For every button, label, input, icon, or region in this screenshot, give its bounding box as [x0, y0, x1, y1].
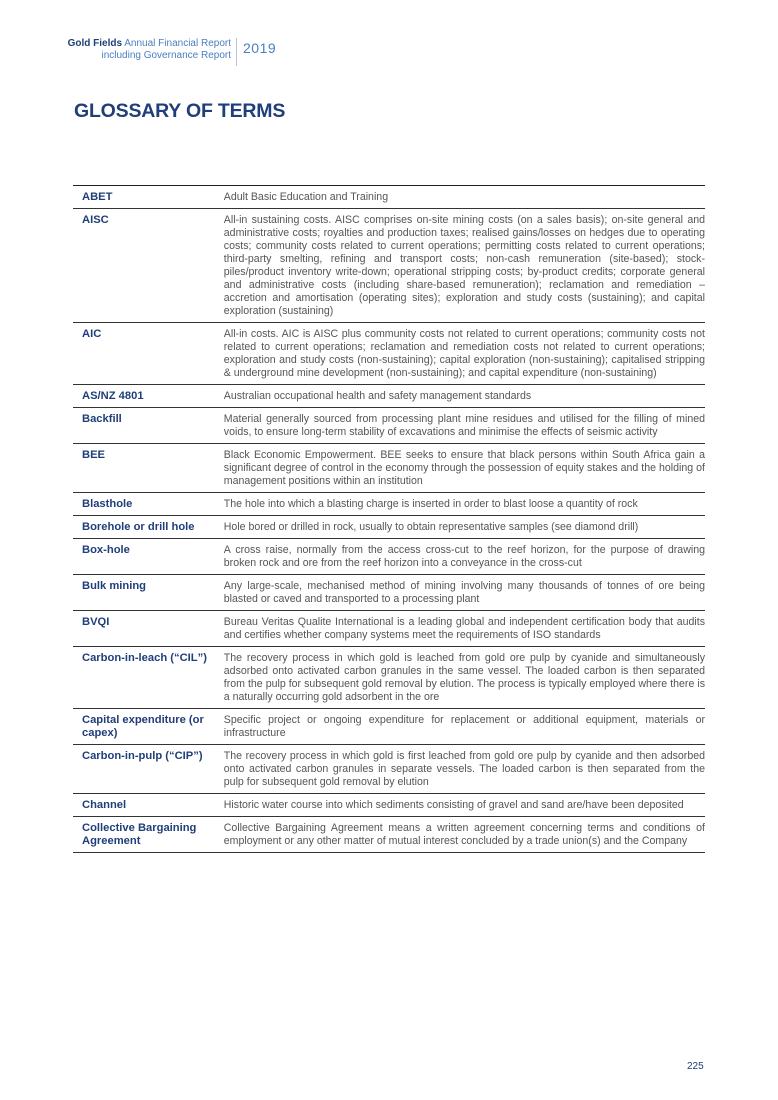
- glossary-row: [73, 408, 705, 444]
- glossary-row: [73, 186, 705, 209]
- glossary-definition: Material generally sourced from processing plant mine residues and utilised for the filling of mined voids, to ensure long-term stability of excavations and minimise the effects of seismic activity: [223, 413, 705, 438]
- glossary-definition: The hole into which a blasting charge is inserted in order to blast loose a quantity of rock: [223, 498, 638, 510]
- report-year: 2019: [243, 40, 277, 56]
- glossary-term: Backfill: [82, 413, 122, 425]
- glossary-row: [73, 493, 705, 516]
- glossary-term: BVQI: [82, 616, 110, 628]
- report-line-2: including Governance Report: [101, 50, 231, 61]
- glossary-definition: Hole bored or drilled in rock, usually to obtain representative samples (see diamond drill): [223, 521, 639, 533]
- report-name: [68, 38, 231, 62]
- glossary-term: Blasthole: [82, 498, 133, 510]
- glossary-row: [73, 323, 705, 385]
- page-number: 225: [687, 1061, 704, 1072]
- glossary-definition: Specific project or ongoing expenditure for replacement or additional equipment, materials or infrastructure: [223, 714, 705, 739]
- glossary-term: Box-hole: [82, 544, 130, 556]
- report-header: [0, 38, 778, 68]
- glossary-term: Carbon-in-pulp (“CIP”): [82, 750, 203, 762]
- glossary-definition: All-in costs. AIC is AISC plus community costs not related to current operations; community costs not related to current operations; reclamation and remediation costs not related to current operations; exploration and study costs (non-sustaining); capital exploration (non-sustaining); capitalised stripping & underground mine development (non-sustaining); and capital expenditure (non-sustaining): [223, 328, 705, 379]
- glossary-term: BEE: [82, 449, 106, 461]
- glossary-row: [73, 745, 705, 794]
- glossary-definition: Bureau Veritas Qualite International is a leading global and independent certification body that audits and certifies whether company systems meet the requirements of ISO standards: [223, 616, 705, 641]
- glossary-row: [73, 385, 705, 408]
- glossary-definition: Black Economic Empowerment. BEE seeks to ensure that black persons within South Africa gain a significant degree of control in the economy through the possession of equity stakes and the holding of management positions within an institution: [223, 449, 705, 487]
- glossary-row: [73, 709, 705, 745]
- glossary-term: Borehole or drill hole: [82, 521, 195, 533]
- glossary-term: Capital expenditure (or capex): [82, 714, 204, 739]
- glossary-definition: Adult Basic Education and Training: [223, 191, 389, 203]
- glossary-term: AS/NZ 4801: [82, 390, 144, 402]
- glossary-row: [73, 817, 705, 853]
- glossary-definition: The recovery process in which gold is leached from gold ore pulp by cyanide and simultaneously adsorbed onto activated carbon granules in the same vessel. The loaded carbon is then separated from the pulp for subsequent gold removal by elution. The process is typically employed where there is a naturally occurring gold adsorbent in the ore: [223, 652, 705, 703]
- glossary-definition: All-in sustaining costs. AISC comprises on-site mining costs (on a sales basis); on-site general and administrative costs; royalties and production taxes; realised gains/losses on hedges due to operating costs; community costs related to current operations; permitting costs related to current operations; third-party smelting, refining and transport costs; non-cash remuneration (site-based); stock-piles/product inventory write-down; operational stripping costs; by-product credits; corporate general and administrative costs (including share-based remuneration); reclamation and remediation – accretion and amortisation (operating sites); exploration and study costs (sustaining); and capital exploration (sustaining): [223, 214, 705, 317]
- glossary-definition: Historic water course into which sediments consisting of gravel and sand are/have been deposited: [223, 799, 684, 811]
- glossary-term: Channel: [82, 799, 127, 811]
- glossary-row: [73, 516, 705, 539]
- glossary-table: [73, 185, 705, 853]
- glossary-row: [73, 209, 705, 323]
- glossary-row: [73, 539, 705, 575]
- glossary-term: Carbon-in-leach (“CIL”): [82, 652, 207, 664]
- glossary-definition: Australian occupational health and safety management standards: [223, 390, 532, 402]
- glossary-definition: Collective Bargaining Agreement means a written agreement concerning terms and conditions of employment or any other matter of mutual interest concluded by a trade union(s) and the Company: [223, 822, 705, 847]
- glossary-definition: A cross raise, normally from the access cross-cut to the reef horizon, for the purpose of drawing broken rock and ore from the reef horizon into a conveyance in the cross-cut: [223, 544, 705, 569]
- glossary-term: Collective Bargaining Agreement: [82, 822, 197, 847]
- glossary-definition: Any large-scale, mechanised method of mining involving many thousands of tonnes of ore being blasted or caved and transported to a processing plant: [223, 580, 705, 605]
- glossary-row: [73, 575, 705, 611]
- glossary-row: [73, 611, 705, 647]
- glossary-term: ABET: [82, 191, 113, 203]
- glossary-term: AIC: [82, 328, 102, 340]
- glossary-definition: The recovery process in which gold is first leached from gold ore pulp by cyanide and then adsorbed onto activated carbon granules in separate vessels. The loaded carbon is then separated from the pulp for subsequent gold removal by elution: [223, 750, 705, 788]
- header-divider: [236, 38, 237, 66]
- glossary-row: [73, 444, 705, 493]
- glossary-row: [73, 647, 705, 709]
- report-line-1: Annual Financial Report: [124, 38, 231, 49]
- page-title: GLOSSARY OF TERMS: [74, 100, 286, 122]
- glossary-term: Bulk mining: [82, 580, 147, 592]
- brand-name: Gold Fields: [67, 38, 123, 49]
- glossary-row: [73, 794, 705, 817]
- glossary-term: AISC: [82, 214, 109, 226]
